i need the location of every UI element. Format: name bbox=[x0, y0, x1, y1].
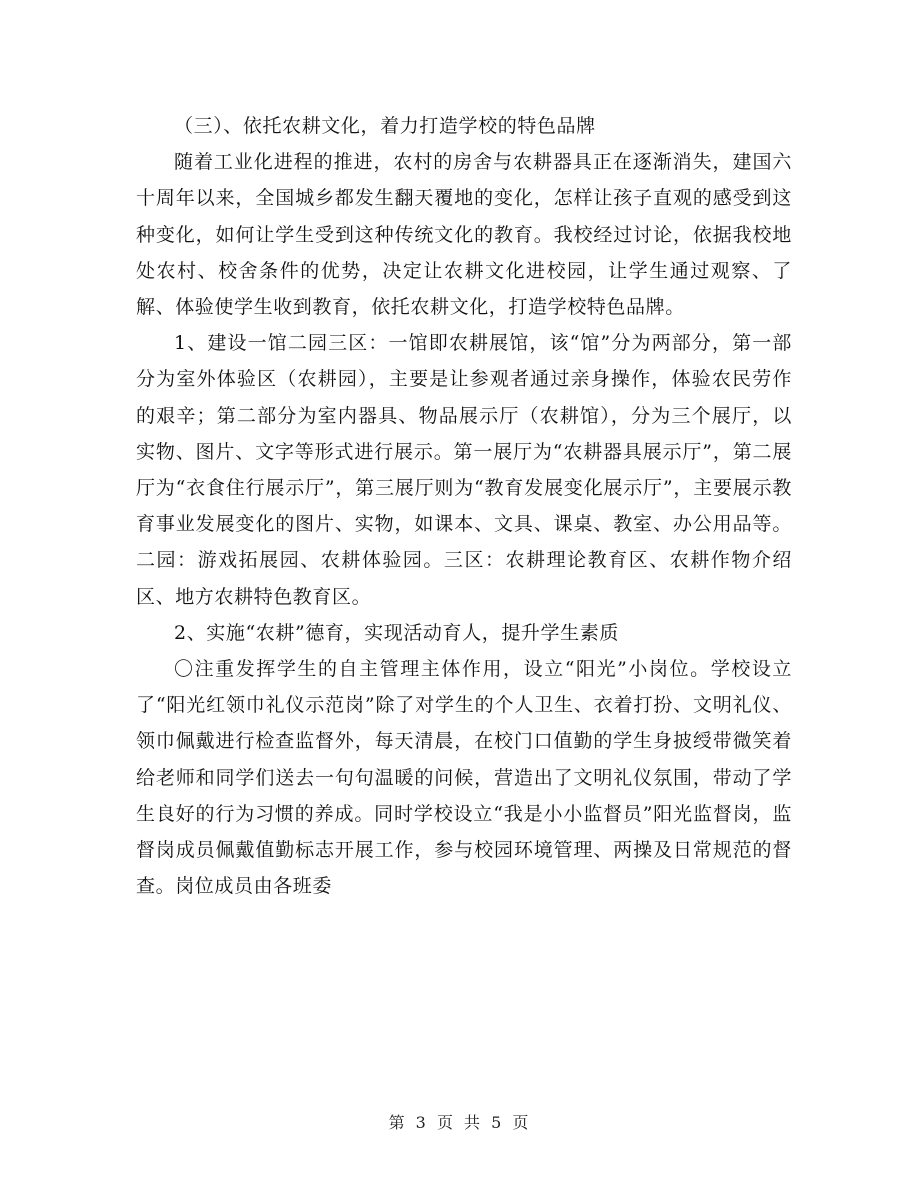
page-number-footer: 第 3 页 共 5 页 bbox=[388, 1113, 532, 1132]
section-heading: （三）、依托农耕文化，着力打造学校的特色品牌 bbox=[174, 115, 596, 137]
paragraph-item-2-body: 〇注重发挥学生的自主管理主体作用，设立“阳光”小岗位。学校设立了“阳光红领巾礼仪示范岗”除了对学生的个人卫生、衣着打扮、文明礼仪、领巾佩戴进行检查监督外，每天清晨，在校门口值勤的学生身披绶带微笑着给老师和同学们送去一句句温暖的问候，营造出了文明礼仪氛围，带动了学生良好的行为习惯的养成。同时学校设立“我是小小监督员”阳光监督岗，监督岗成员佩戴值勤标志开展工作，参与校园环境管理、两操及日常规范的督查。岗位成员由各班委 bbox=[136, 658, 792, 898]
paragraph-intro: 随着工业化进程的推进，农村的房舍与农耕器具正在逐渐消失，建国六十周年以来，全国城乡都发生翻天覆地的变化，怎样让孩子直观的感受到这种变化，如何让学生受到这种传统文化的教育。我校经过讨论，依据我校地处农村、校舍条件的优势，决定让农耕文化进校园，让学生通过观察、了解、体验使学生收到教育，依托农耕文化，打造学校特色品牌。 bbox=[136, 151, 792, 319]
paragraph-item-2-heading: 2、实施“农耕”德育，实现活动育人，提升学生素质 bbox=[174, 621, 619, 644]
paragraph-item-1: 1、建设一馆二园三区：一馆即农耕展馆，该“馆”分为两部分，第一部分为室外体验区（农耕园），主要是让参观者通过亲身操作，体验农民劳作的艰辛；第二部分为室内器具、物品展示厅（农耕馆），分为三个展厅，以实物、图片、文字等形式进行展示。第一展厅为“农耕器具展示厅”，第二展厅为“衣食住行展示厅”，第三展厅则为“教育发展变化展示厅”，主要展示教育事业发展变化的图片、实物，如课本、文具、课桌、教室、办公用品等。二园：游戏拓展园、农耕体验园。三区：农耕理论教育区、农耕作物介绍区、地方农耕特色教育区。 bbox=[136, 332, 792, 608]
document-body bbox=[136, 108, 792, 904]
